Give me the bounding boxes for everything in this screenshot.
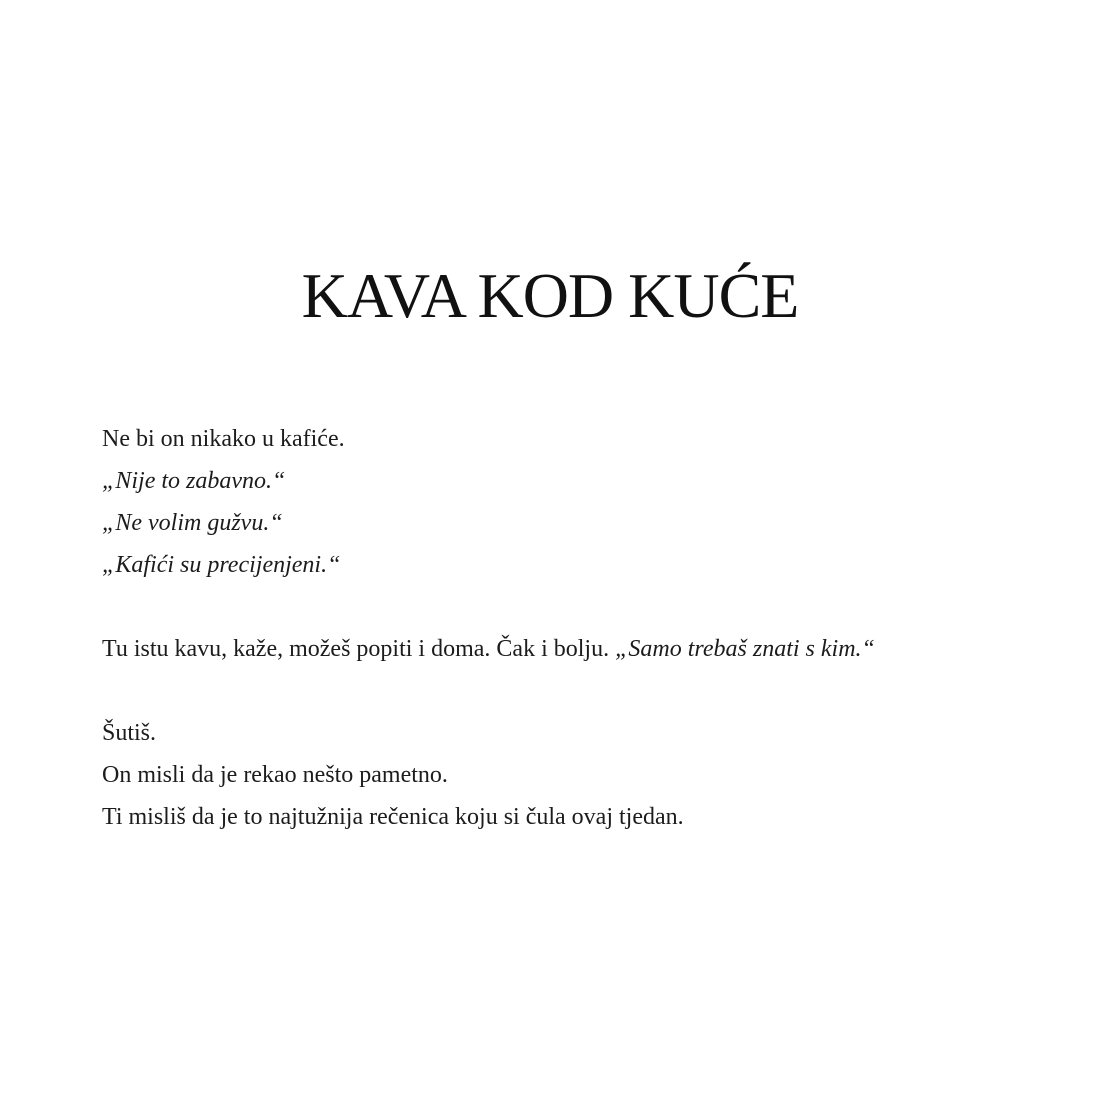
stanza1-quote1: „Nije to zabavno.“ — [102, 468, 286, 494]
stanza3-line2: On misli da je rekao nešto pametno. — [102, 762, 448, 788]
poem-body — [102, 418, 1062, 838]
stanza2-line — [102, 628, 1062, 670]
page-title: KAVA KOD KUĆE — [301, 260, 799, 331]
stanza-break — [102, 586, 1062, 628]
stanza1-line1: Ne bi on nikako u kafiće. — [102, 426, 345, 452]
stanza3-line3: Ti misliš da je to najtužnija rečenica koju si čula ovaj tjedan. — [102, 804, 684, 830]
stanza-break — [102, 670, 1062, 712]
stanza1-quote2: „Ne volim gužvu.“ — [102, 510, 283, 536]
stanza3-line1: Šutiš. — [102, 720, 157, 746]
stanza2-text: Tu istu kavu, kaže, možeš popiti i doma. Čak i bolju. — [102, 636, 610, 662]
stanza1-quote3: „Kafići su precijenjeni.“ — [102, 552, 341, 578]
stanza2-quote: „Samo trebaš znati s kim.“ — [615, 636, 875, 662]
